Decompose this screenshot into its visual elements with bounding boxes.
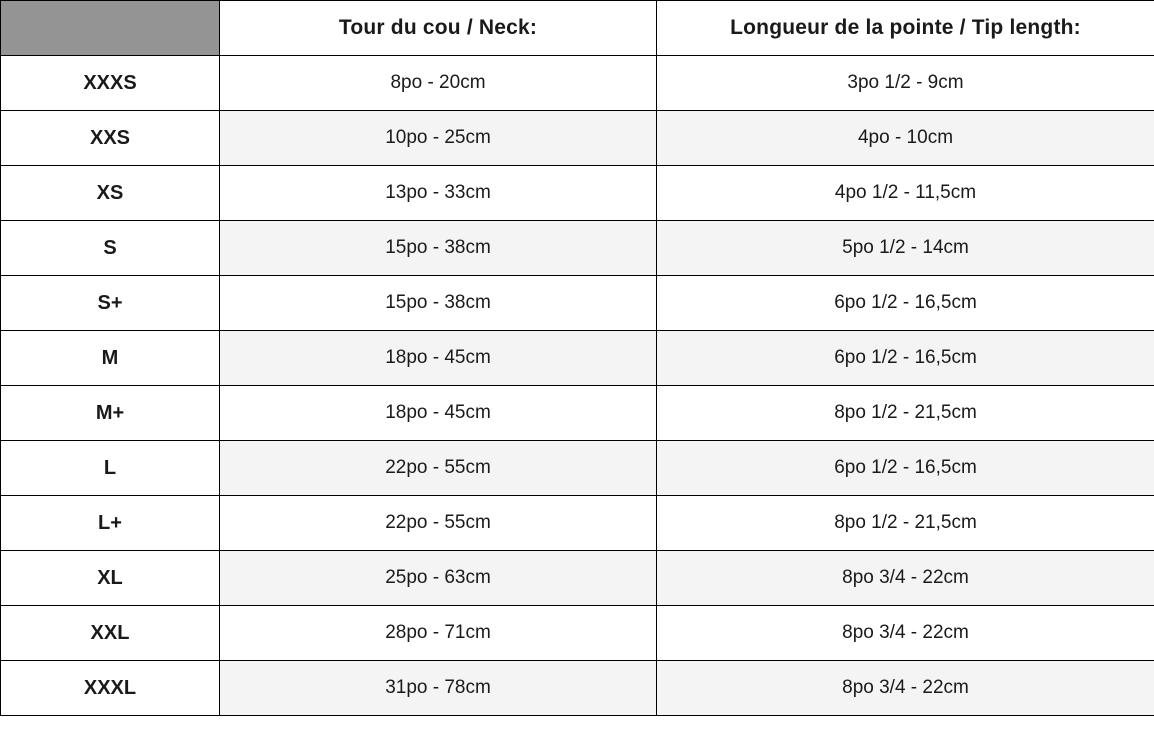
table-row: [1, 441, 1154, 496]
table-body: [1, 56, 1154, 716]
neck-value: 13po - 33cm: [220, 166, 657, 221]
size-label: M: [1, 331, 220, 386]
neck-value: 28po - 71cm: [220, 606, 657, 661]
table-header: [1, 1, 1154, 56]
size-label: XS: [1, 166, 220, 221]
neck-value: 25po - 63cm: [220, 551, 657, 606]
table-row: [1, 661, 1154, 716]
neck-value: 8po - 20cm: [220, 56, 657, 111]
table-row: [1, 331, 1154, 386]
tip-value: 3po 1/2 - 9cm: [657, 56, 1154, 111]
size-label: L: [1, 441, 220, 496]
table-row: [1, 166, 1154, 221]
size-label: XXL: [1, 606, 220, 661]
table-row: [1, 386, 1154, 441]
header-tip: Longueur de la pointe / Tip length:: [657, 1, 1154, 56]
tip-value: 5po 1/2 - 14cm: [657, 221, 1154, 276]
tip-value: 8po 3/4 - 22cm: [657, 606, 1154, 661]
tip-value: 4po - 10cm: [657, 111, 1154, 166]
tip-value: 6po 1/2 - 16,5cm: [657, 441, 1154, 496]
neck-value: 15po - 38cm: [220, 276, 657, 331]
header-neck: Tour du cou / Neck:: [220, 1, 657, 56]
size-label: XXS: [1, 111, 220, 166]
table-row: [1, 551, 1154, 606]
tip-value: 6po 1/2 - 16,5cm: [657, 276, 1154, 331]
header-corner-cell: [1, 1, 220, 56]
table-row: [1, 56, 1154, 111]
table-row: [1, 111, 1154, 166]
size-label: XXXL: [1, 661, 220, 716]
table-row: [1, 221, 1154, 276]
neck-value: 22po - 55cm: [220, 496, 657, 551]
size-label: L+: [1, 496, 220, 551]
tip-value: 8po 1/2 - 21,5cm: [657, 386, 1154, 441]
tip-value: 8po 1/2 - 21,5cm: [657, 496, 1154, 551]
table-row: [1, 276, 1154, 331]
neck-value: 18po - 45cm: [220, 386, 657, 441]
size-label: XL: [1, 551, 220, 606]
neck-value: 10po - 25cm: [220, 111, 657, 166]
size-label: S+: [1, 276, 220, 331]
tip-value: 6po 1/2 - 16,5cm: [657, 331, 1154, 386]
neck-value: 15po - 38cm: [220, 221, 657, 276]
tip-value: 8po 3/4 - 22cm: [657, 551, 1154, 606]
neck-value: 31po - 78cm: [220, 661, 657, 716]
size-label: XXXS: [1, 56, 220, 111]
table-row: [1, 606, 1154, 661]
tip-value: 4po 1/2 - 11,5cm: [657, 166, 1154, 221]
size-label: S: [1, 221, 220, 276]
tip-value: 8po 3/4 - 22cm: [657, 661, 1154, 716]
neck-value: 18po - 45cm: [220, 331, 657, 386]
table-row: [1, 496, 1154, 551]
size-label: M+: [1, 386, 220, 441]
neck-value: 22po - 55cm: [220, 441, 657, 496]
header-row: [1, 1, 1154, 56]
